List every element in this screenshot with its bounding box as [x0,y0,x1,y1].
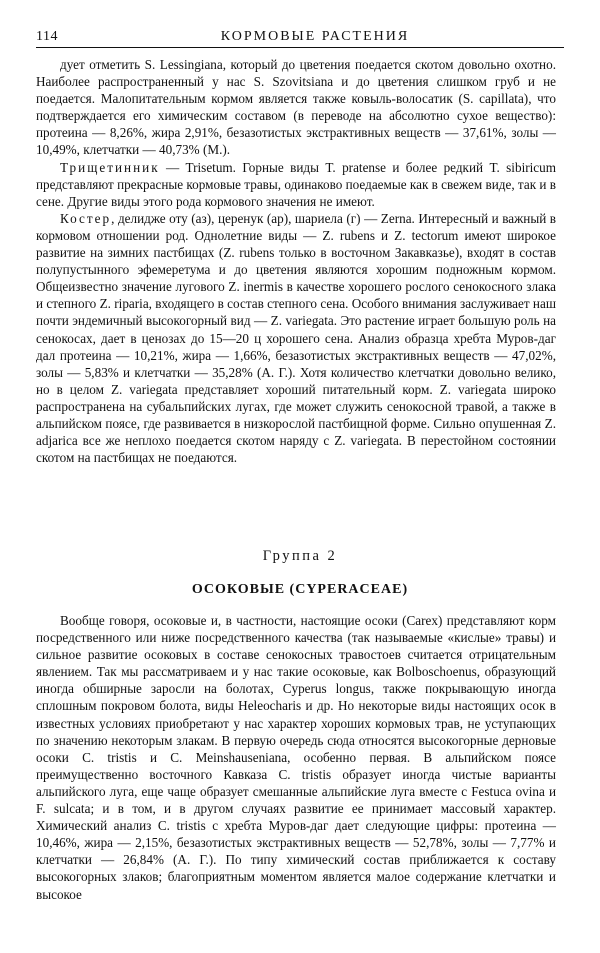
paragraph-text: , делидже оту (аз), церенук (ар), шариела (г) — Zerna. Интересный и важный в кормовом отношении род. Однолетние виды — Z. rubens и Z. tectorum имеют широкое развитие на зимних пастбищах (Z. rubens только в восточном Закавказье), входят в состав полупустынного эфемеретума и до цветения являются хорошим подножным кормом. Общеизвестно значение лугового Z. inermis в качестве хорошего рослого сенокосного злака и степного Z. riparia, входящего в состав степного сена. Особого внимания заслуживает наш почти эндемичный высокогорный вид — Z. variegata. Это растение играет большую роль на сенокосах, дает в ценозах до 15—20 ц хорошего сена. Анализ образца хребта Муров-даг дал протеина — 10,21%, жира — 1,66%, безазотистых экстрактивных веществ — 47,02%, золы — 5,83% и клетчатки — 35,28% (А. Г.). Хотя количество клетчатки довольно велико, но в целом Z. variegata представляет хороший питательный корм. Z. variegata широко распространена на субальпийских лугах, где может служить сенокосной травой, а также в альпийском поясе, где развивается в низкорослой пастбищной форме. Сильно опушенная Z. adjarica все же неплохо поедается скотом наряду с Z. variegata. В перестойном состоянии скотом на пастбищах не поедаются. [36,210,556,466]
top-text-block [36,56,556,466]
paragraph-text: дует отметить S. Lessingiana, который до цветения поедается скотом довольно охотно. Наиболее распространенный у нас S. Szovitsiana и до цветения слишком груб и не поедается. Малопитательным кормом является также ковыль-волосатик (S. capillata), что подтверждается его химическим составом (в переводе на абсолютно сухое вещество): протеина — 8,26%, жира 2,91%, безазотистых экстрактивных веществ — 37,61%, золы — 10,49%, клетчатки — 40,73% (М.). [36,57,556,158]
paragraph-text: — Trisetum. Горные виды T. pratense и более редкий T. sibiricum представляют прекрасные кормовые травы, одинаково поедаемые как в свежем виде, так и в сене. Другие виды этого рода кормового значения не имеют. [36,159,556,209]
family-heading: ОСОКОВЫЕ (CYPERACEAE) [191,582,409,597]
genus-name-lead: Трищетинник [60,159,160,175]
running-title: КОРМОВЫЕ РАСТЕНИЯ [220,29,410,44]
page-number: 114 [36,29,58,44]
paragraph-zerna [36,210,556,466]
running-head [36,26,564,48]
paragraph-cyperaceae [36,612,556,903]
header-rule [36,47,564,48]
group-heading: Группа 2 [262,548,338,564]
paragraph-stipa-continued [36,56,556,159]
paragraph-trisetum [36,159,556,210]
genus-name-lead: Костер [60,210,112,226]
paragraph-text: Вообще говоря, осоковые и, в частности, настоящие осоки (Carex) представляют корм посредственного или ниже посредственного качества (так называемые «кислые» травы) и сильное развитие осоковых в составе сенокосных травостоев считается отрицательным явлением. Так мы рассматриваем и у нас такие осоковые, как Bolboschoenus, образующий иногда обширные заросли на болотах, Cyperus longus, также покрывающую иногда сплошным покровом болота, виды Heleocharis и др. Но некоторые виды настоящих осок в известных условиях приобретают у нас характер хороших кормовых трав, не уступающих по значению некоторым злакам. В первую очередь сюда относятся высокогорные дерновые осоки C. tristis и C. Meinshauseniana, особенно первая. В альпийском поясе преимущественно восточного Кавказа C. tristis образует иногда чистые варианты альпийского луга, еще чаще образует смешанные альпийские луга вместе с Festuca ovina и F. sulcata; и в том, и в другом случаях развитие ее принимает массовый характер. Химический анализ C. tristis с хребта Муров-даг дает следующие цифры: протеина — 10,46%, жира — 2,15%, безазотистых экстрактивных веществ — 52,78%, золы — 7,77% и клетчатки — 26,84% (А. Г.). По типу химический состав приближается к составу высокогорных злаков; благоприятным моментом является малое содержание клетчатки и высокое [36,613,556,902]
bottom-text-block [36,612,556,903]
